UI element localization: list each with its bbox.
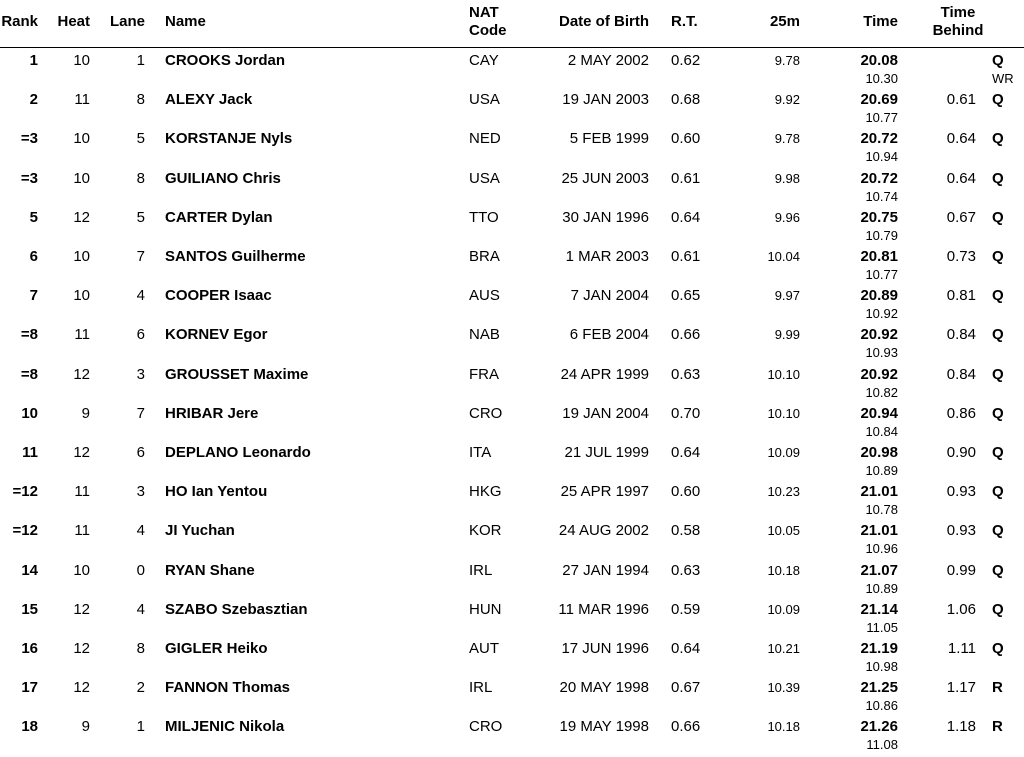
rank-cell: =12 (12, 522, 38, 540)
athlete-name: CROOKS Jordan (165, 52, 286, 69)
date-of-birth-cell: 19 JAN 2003 (562, 91, 649, 109)
split-50m-cell: 10.77 (865, 267, 898, 282)
header-behind-line1: Time (940, 4, 976, 21)
athlete-name: GROUSSET Maxime (165, 365, 309, 383)
split-25m-cell: 10.04 (767, 249, 800, 264)
time-cell: 21.01 (860, 483, 898, 501)
reaction-time-cell: 0.66 (671, 718, 701, 736)
heat-cell: 10 (73, 561, 90, 579)
rank-cell: 5 (29, 208, 38, 226)
split-50m-cell: 10.89 (865, 580, 898, 596)
qualification-cell: Q (992, 130, 1004, 148)
reaction-time-cell: 0.61 (671, 248, 701, 265)
lane-cell: 7 (136, 248, 145, 265)
rank-cell: 2 (29, 91, 38, 109)
time-cell: 21.07 (860, 561, 898, 579)
lane-cell: 5 (136, 130, 145, 148)
table-row (0, 405, 1024, 444)
qualification-cell: Q (992, 208, 1004, 226)
qualification-cell: Q (992, 169, 1004, 187)
table-row (0, 601, 1024, 640)
qualification-cell: Q (992, 444, 1004, 461)
split-50m-cell: 11.08 (866, 737, 898, 753)
reaction-time-cell: 0.68 (671, 91, 701, 109)
time-behind-cell: 1.11 (947, 640, 976, 657)
nat-code-cell: HUN (469, 600, 502, 618)
reaction-time-cell: 0.65 (671, 287, 701, 305)
date-of-birth-cell: 30 JAN 1996 (562, 208, 649, 226)
heat-cell: 10 (73, 248, 90, 265)
date-of-birth-cell: 20 MAY 1998 (559, 679, 649, 697)
reaction-time-cell: 0.67 (671, 679, 701, 697)
qualification-cell: Q (992, 91, 1004, 109)
header-heat: Heat (57, 13, 90, 30)
split-50m-cell: 10.96 (865, 541, 898, 557)
heat-cell: 9 (81, 718, 90, 736)
qualification-cell: Q (992, 365, 1004, 383)
lane-cell: 3 (136, 483, 145, 501)
split-25m-cell: 9.99 (774, 327, 800, 343)
time-behind-cell: 0.90 (946, 444, 976, 461)
time-cell: 20.08 (860, 52, 898, 69)
time-behind-cell: 0.93 (946, 483, 976, 501)
split-25m-cell: 9.78 (774, 53, 800, 68)
heat-cell: 12 (73, 600, 90, 618)
time-cell: 20.81 (860, 248, 898, 265)
reaction-time-cell: 0.70 (671, 404, 701, 422)
heat-cell: 9 (81, 404, 90, 422)
heat-cell: 11 (74, 522, 90, 540)
time-behind-cell: 0.84 (946, 326, 976, 344)
header-rank: Rank (1, 13, 38, 30)
time-cell: 20.75 (860, 208, 898, 226)
athlete-name: SANTOS Guilherme (165, 248, 306, 265)
athlete-name: DEPLANO Leonardo (165, 444, 311, 461)
date-of-birth-cell: 5 FEB 1999 (569, 130, 649, 148)
date-of-birth-cell: 2 MAY 2002 (567, 52, 649, 69)
split-50m-cell: 10.79 (865, 227, 898, 243)
nat-code-cell: USA (469, 91, 500, 109)
lane-cell: 1 (136, 52, 145, 69)
time-behind-cell: 0.84 (946, 365, 976, 383)
date-of-birth-cell: 21 JUL 1999 (564, 444, 649, 461)
heat-cell: 11 (74, 326, 90, 344)
qualification-cell: Q (992, 248, 1004, 265)
time-behind-cell: 1.06 (946, 600, 976, 618)
heat-cell: 12 (73, 679, 90, 697)
rank-cell: =3 (20, 169, 38, 187)
split-25m-cell: 10.10 (767, 405, 800, 421)
lane-cell: 6 (136, 326, 145, 344)
lane-cell: 7 (136, 404, 145, 422)
time-behind-cell: 0.81 (946, 287, 976, 305)
time-cell: 21.14 (860, 600, 898, 618)
time-cell: 21.25 (860, 679, 898, 697)
nat-code-cell: NED (469, 130, 501, 148)
table-row (0, 483, 1024, 522)
date-of-birth-cell: 27 JAN 1994 (562, 561, 649, 579)
reaction-time-cell: 0.62 (671, 52, 701, 69)
nat-code-cell: TTO (469, 208, 499, 226)
table-row (0, 444, 1024, 483)
time-cell: 21.19 (860, 640, 898, 657)
split-50m-cell: 10.77 (865, 110, 898, 126)
split-25m-cell: 10.23 (767, 484, 800, 500)
table-row (0, 91, 1024, 130)
qualification-cell: Q (992, 326, 1004, 344)
split-25m-cell: 9.92 (774, 92, 800, 108)
split-25m-cell: 9.96 (774, 209, 800, 225)
athlete-name: KORNEV Egor (165, 326, 268, 344)
qualification-cell: Q (992, 52, 1004, 69)
table-row (0, 170, 1024, 209)
nat-code-cell: CRO (469, 404, 503, 422)
header-nat-line1: NAT (469, 4, 499, 21)
split-25m-cell: 10.39 (767, 680, 800, 696)
time-cell: 21.01 (860, 522, 898, 540)
heat-cell: 10 (73, 169, 90, 187)
table-row (0, 640, 1024, 679)
time-behind-cell: 0.73 (946, 248, 976, 265)
results-header (0, 0, 1024, 48)
date-of-birth-cell: 24 APR 1999 (560, 365, 649, 383)
nat-code-cell: ITA (469, 444, 492, 461)
reaction-time-cell: 0.63 (671, 365, 701, 383)
table-row (0, 679, 1024, 718)
time-behind-cell: 0.86 (946, 404, 976, 422)
date-of-birth-cell: 11 MAR 1996 (558, 600, 649, 618)
lane-cell: 6 (136, 444, 145, 461)
qualification-cell: Q (992, 640, 1004, 657)
rank-cell: 11 (22, 444, 38, 461)
lane-cell: 4 (136, 287, 145, 305)
split-25m-cell: 9.97 (774, 288, 800, 304)
reaction-time-cell: 0.58 (671, 522, 701, 540)
header-lane: Lane (109, 13, 145, 30)
lane-cell: 4 (136, 522, 145, 540)
nat-code-cell: NAB (469, 326, 500, 344)
athlete-name: HRIBAR Jere (165, 404, 259, 422)
split-25m-cell: 10.10 (767, 366, 800, 382)
nat-code-cell: AUS (469, 287, 500, 305)
time-behind-cell: 0.64 (946, 169, 976, 187)
reaction-time-cell: 0.66 (671, 326, 701, 344)
qualification-cell: Q (992, 404, 1004, 422)
lane-cell: 8 (136, 91, 145, 109)
split-25m-cell: 10.18 (767, 562, 800, 578)
split-50m-cell: 10.82 (865, 384, 898, 400)
table-row (0, 248, 1024, 287)
rank-cell: 10 (21, 404, 38, 422)
split-25m-cell: 9.98 (774, 170, 800, 186)
split-50m-cell: 10.94 (865, 149, 898, 165)
rank-cell: =8 (20, 365, 38, 383)
lane-cell: 2 (136, 679, 145, 697)
table-row (0, 130, 1024, 169)
time-cell: 20.72 (860, 130, 898, 148)
athlete-name: CARTER Dylan (165, 208, 273, 226)
rank-cell: 17 (21, 679, 38, 697)
nat-code-cell: AUT (469, 640, 499, 657)
split-50m-cell: 10.84 (865, 423, 898, 439)
time-cell: 20.89 (860, 287, 898, 305)
athlete-name: KORSTANJE Nyls (165, 130, 293, 148)
time-cell: 20.92 (860, 326, 898, 344)
rank-cell: 6 (29, 248, 38, 265)
lane-cell: 3 (136, 365, 145, 383)
split-25m-cell: 10.09 (767, 601, 800, 617)
heat-cell: 11 (74, 483, 90, 501)
date-of-birth-cell: 24 AUG 2002 (558, 522, 649, 540)
heat-cell: 11 (74, 91, 90, 109)
header-date-of-birth: Date of Birth (559, 13, 649, 30)
table-row (0, 366, 1024, 405)
lane-cell: 5 (136, 208, 145, 226)
athlete-name: GUILIANO Chris (165, 169, 281, 187)
qualification-cell: Q (992, 522, 1004, 540)
table-row (0, 287, 1024, 326)
header-time: Time (863, 13, 898, 30)
reaction-time-cell: 0.60 (671, 130, 701, 148)
time-cell: 20.69 (860, 91, 898, 109)
heat-cell: 12 (73, 444, 90, 461)
athlete-name: HO Ian Yentou (165, 483, 268, 501)
table-row (0, 562, 1024, 601)
nat-code-cell: CRO (469, 718, 503, 736)
date-of-birth-cell: 19 MAY 1998 (559, 718, 649, 736)
nat-code-cell: CAY (469, 52, 499, 69)
date-of-birth-cell: 25 JUN 2003 (561, 169, 649, 187)
athlete-name: COOPER Isaac (165, 287, 272, 305)
split-50m-cell: 10.98 (865, 659, 898, 674)
split-25m-cell: 10.09 (767, 445, 800, 460)
reaction-time-cell: 0.64 (671, 444, 701, 461)
qualification-cell: Q (992, 561, 1004, 579)
time-behind-cell: 0.64 (946, 130, 976, 148)
heat-cell: 10 (73, 52, 90, 69)
table-row (0, 209, 1024, 248)
athlete-name: RYAN Shane (165, 561, 255, 579)
header-nat-line2: Code (469, 22, 507, 39)
heat-cell: 12 (73, 365, 90, 383)
date-of-birth-cell: 6 FEB 2004 (569, 326, 649, 344)
qualification-cell: Q (992, 600, 1004, 618)
reaction-time-cell: 0.59 (671, 600, 701, 618)
time-cell: 20.98 (860, 444, 898, 461)
time-behind-cell: 0.67 (946, 208, 976, 226)
split-50m-cell: 11.05 (866, 619, 898, 635)
split-25m-cell: 10.05 (767, 523, 800, 539)
table-row (0, 52, 1024, 91)
header-behind-line2: Behind (932, 22, 984, 39)
split-50m-cell: 10.30 (865, 71, 898, 86)
heat-cell: 12 (73, 208, 90, 226)
time-behind-cell: 1.18 (946, 718, 976, 736)
time-cell: 21.26 (860, 718, 898, 736)
rank-cell: =12 (12, 483, 38, 501)
nat-code-cell: FRA (469, 365, 499, 383)
date-of-birth-cell: 1 MAR 2003 (565, 248, 649, 265)
time-behind-cell: 0.99 (946, 561, 976, 579)
lane-cell: 8 (136, 169, 145, 187)
table-row (0, 718, 1024, 757)
rank-cell: 15 (21, 600, 38, 618)
date-of-birth-cell: 19 JAN 2004 (562, 404, 649, 422)
date-of-birth-cell: 25 APR 1997 (560, 483, 649, 501)
time-cell: 20.92 (860, 365, 898, 383)
rank-cell: 18 (21, 718, 38, 736)
nat-code-cell: IRL (469, 561, 493, 579)
header-split-25m: 25m (769, 13, 800, 30)
header-name: Name (165, 13, 206, 30)
reaction-time-cell: 0.61 (671, 169, 701, 187)
header-time-behind (916, 4, 1000, 40)
reaction-time-cell: 0.60 (671, 483, 701, 501)
athlete-name: JI Yuchan (165, 522, 235, 540)
split-50m-cell: 10.92 (865, 306, 898, 322)
rank-cell: 7 (29, 287, 38, 305)
nat-code-cell: HKG (469, 483, 502, 501)
time-behind-cell: 0.93 (946, 522, 976, 540)
time-behind-cell: 1.17 (946, 679, 976, 697)
header-reaction-time: R.T. (671, 13, 698, 30)
split-50m-cell: 10.86 (865, 698, 898, 714)
split-50m-cell: 10.78 (865, 502, 898, 518)
qualification-cell: Q (992, 287, 1004, 305)
rank-cell: 16 (21, 640, 38, 657)
lane-cell: 0 (136, 561, 145, 579)
reaction-time-cell: 0.64 (671, 640, 701, 657)
nat-code-cell: USA (469, 169, 500, 187)
reaction-time-cell: 0.63 (671, 561, 701, 579)
date-of-birth-cell: 17 JUN 1996 (561, 640, 649, 657)
rank-cell: =8 (20, 326, 38, 344)
split-25m-cell: 9.78 (774, 131, 800, 147)
athlete-name: GIGLER Heiko (165, 640, 268, 657)
rank-cell: 1 (29, 52, 38, 69)
lane-cell: 1 (136, 718, 145, 736)
time-behind-cell: 0.61 (946, 91, 976, 109)
rank-cell: 14 (21, 561, 38, 579)
split-25m-cell: 10.18 (767, 719, 800, 735)
split-50m-cell: 10.93 (865, 345, 898, 361)
table-row (0, 522, 1024, 561)
split-50m-cell: 10.89 (865, 463, 898, 478)
qualification-cell: R (992, 718, 1003, 736)
split-25m-cell: 10.21 (767, 641, 800, 656)
record-cell: WR (992, 71, 1014, 86)
athlete-name: SZABO Szebasztian (165, 600, 308, 618)
nat-code-cell: KOR (469, 522, 502, 540)
rank-cell: =3 (20, 130, 38, 148)
time-cell: 20.94 (860, 404, 898, 422)
qualification-cell: Q (992, 483, 1004, 501)
table-row (0, 326, 1024, 365)
athlete-name: ALEXY Jack (165, 91, 253, 109)
lane-cell: 8 (136, 640, 145, 657)
lane-cell: 4 (136, 600, 145, 618)
heat-cell: 10 (73, 287, 90, 305)
nat-code-cell: IRL (469, 679, 493, 697)
athlete-name: MILJENIC Nikola (165, 718, 285, 736)
split-50m-cell: 10.74 (865, 188, 898, 204)
reaction-time-cell: 0.64 (671, 208, 701, 226)
time-cell: 20.72 (860, 169, 898, 187)
date-of-birth-cell: 7 JAN 2004 (570, 287, 649, 305)
heat-cell: 10 (73, 130, 90, 148)
athlete-name: FANNON Thomas (165, 679, 291, 697)
qualification-cell: R (992, 679, 1003, 697)
nat-code-cell: BRA (469, 248, 500, 265)
heat-cell: 12 (73, 640, 90, 657)
header-nat-code (469, 4, 507, 40)
